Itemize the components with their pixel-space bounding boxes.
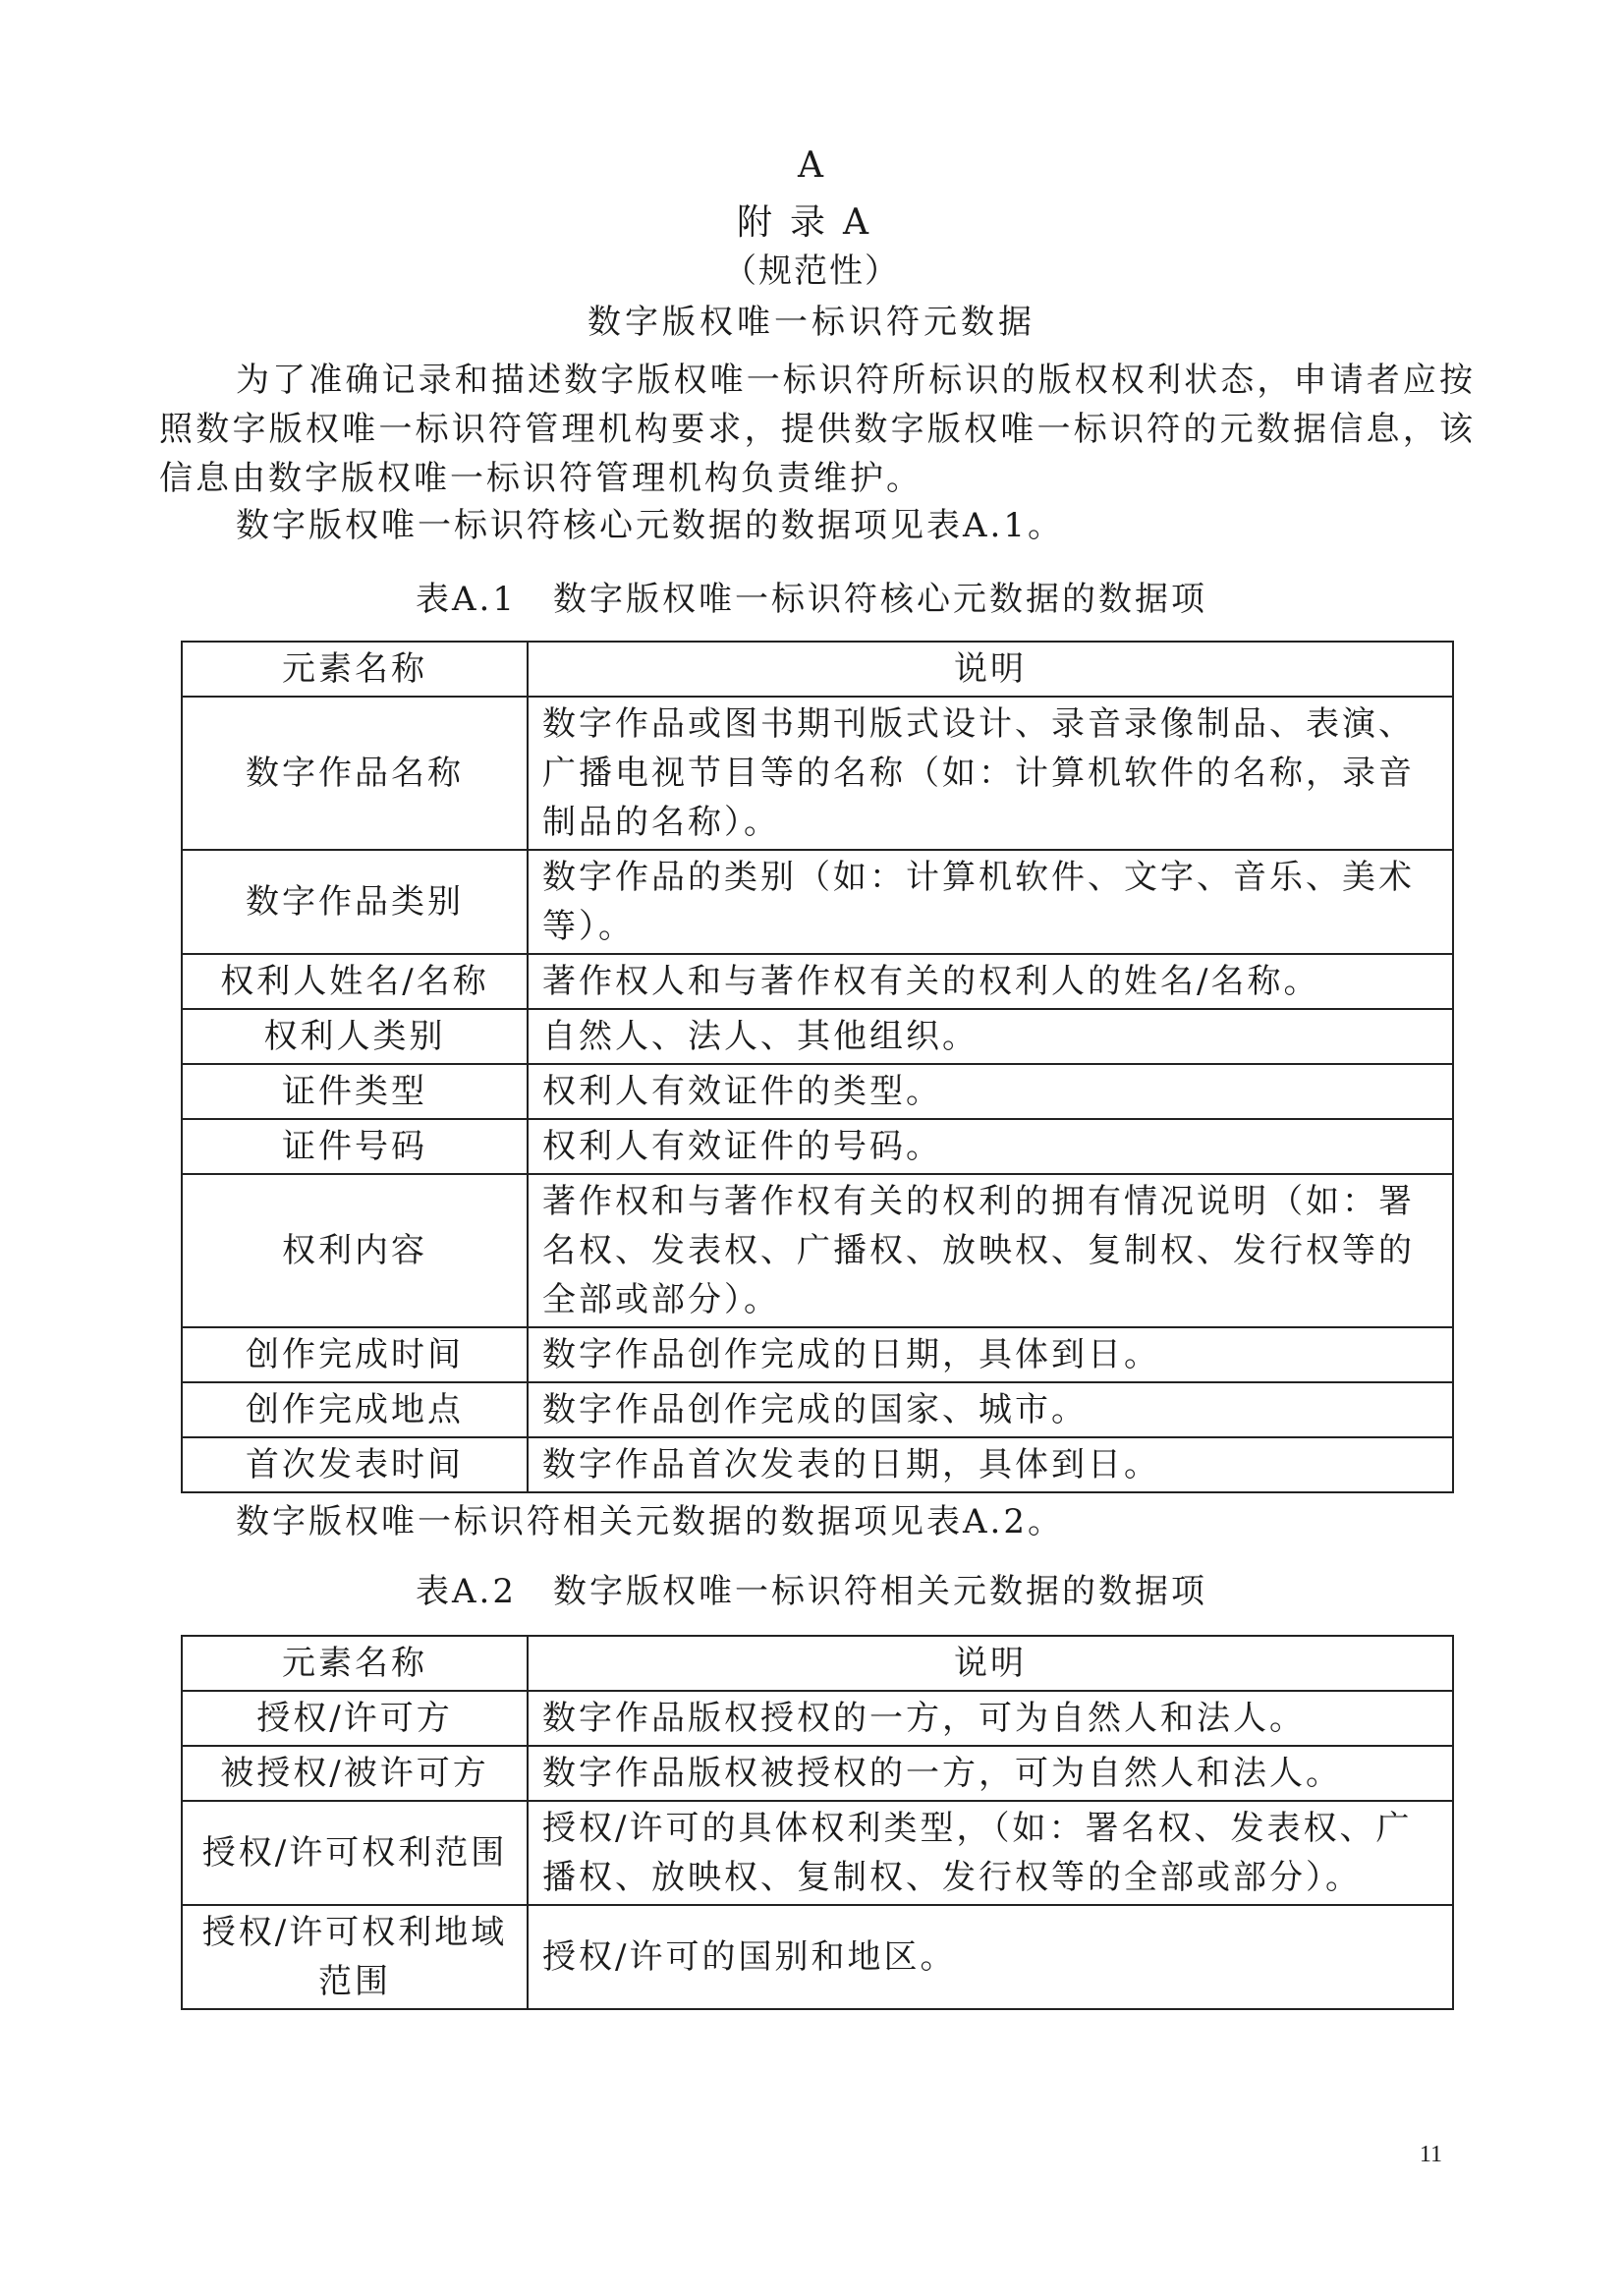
- description-cell: 著作权人和与著作权有关的权利人的姓名/名称。: [528, 954, 1453, 1009]
- table2-caption: 表A.2 数字版权唯一标识符相关元数据的数据项: [416, 1572, 1207, 1611]
- appendix-nature: （规范性）: [723, 252, 900, 291]
- core-reference-paragraph: 数字版权唯一标识符核心元数据的数据项见表A.1。: [236, 506, 1064, 545]
- table-header-row: [182, 642, 1453, 697]
- element-name-cell: 权利内容: [182, 1174, 528, 1327]
- element-name-cell: 证件类型: [182, 1064, 528, 1119]
- table-row: [182, 1174, 1453, 1327]
- table-row: [182, 1905, 1453, 2009]
- table-row: [182, 954, 1453, 1009]
- table-row: [182, 1064, 1453, 1119]
- column-header-element-name: 元素名称: [182, 1636, 528, 1691]
- description-cell: 著作权和与著作权有关的权利的拥有情况说明（如：署名权、发表权、广播权、放映权、复制权、发行权等的全部或部分）。: [528, 1174, 1453, 1327]
- related-reference-paragraph: 数字版权唯一标识符相关元数据的数据项见表A.2。: [236, 1502, 1064, 1541]
- element-name-cell: 创作完成地点: [182, 1382, 528, 1437]
- description-cell: 授权/许可的具体权利类型，（如：署名权、发表权、广播权、放映权、复制权、发行权等的全部或部分）。: [528, 1801, 1453, 1905]
- table-row: [182, 1009, 1453, 1064]
- description-cell: 权利人有效证件的类型。: [528, 1064, 1453, 1119]
- element-name-cell: 创作完成时间: [182, 1327, 528, 1382]
- table1-caption: 表A.1 数字版权唯一标识符核心元数据的数据项: [416, 580, 1207, 619]
- element-name-cell: 证件号码: [182, 1119, 528, 1174]
- table-row: [182, 850, 1453, 954]
- appendix-heading: 附录A: [737, 202, 886, 243]
- description-cell: 自然人、法人、其他组织。: [528, 1009, 1453, 1064]
- core-metadata-table: [181, 641, 1454, 1493]
- element-name-cell: 数字作品类别: [182, 850, 528, 954]
- appendix-title: 数字版权唯一标识符元数据: [588, 303, 1035, 342]
- description-cell: 权利人有效证件的号码。: [528, 1119, 1453, 1174]
- table-row: [182, 1746, 1453, 1801]
- description-cell: 数字作品创作完成的日期，具体到日。: [528, 1327, 1453, 1382]
- description-cell: 数字作品首次发表的日期，具体到日。: [528, 1437, 1453, 1492]
- description-cell: 数字作品版权授权的一方，可为自然人和法人。: [528, 1691, 1453, 1746]
- related-metadata-table: [181, 1635, 1454, 2010]
- page-number: 11: [1419, 2142, 1442, 2167]
- description-cell: 数字作品创作完成的国家、城市。: [528, 1382, 1453, 1437]
- intro-paragraph: 为了准确记录和描述数字版权唯一标识符所标识的版权权利状态，申请者应按照数字版权唯一标识符管理机构要求，提供数字版权唯一标识符的元数据信息，该信息由数字版权唯一标识符管理机构负责维护。: [159, 361, 1476, 498]
- description-cell: 数字作品版权被授权的一方，可为自然人和法人。: [528, 1746, 1453, 1801]
- element-name-cell: 被授权/被许可方: [182, 1746, 528, 1801]
- column-header-description: 说明: [528, 1636, 1453, 1691]
- description-cell: 数字作品或图书期刊版式设计、录音录像制品、表演、广播电视节目等的名称（如：计算机软件的名称，录音制品的名称）。: [528, 697, 1453, 850]
- table-row: [182, 1119, 1453, 1174]
- element-name-cell: 授权/许可权利地域范围: [182, 1905, 528, 2009]
- element-name-cell: 权利人类别: [182, 1009, 528, 1064]
- description-cell: 授权/许可的国别和地区。: [528, 1905, 1453, 2009]
- table-row: [182, 697, 1453, 850]
- appendix-marker: A: [798, 145, 825, 186]
- table-header-row: [182, 1636, 1453, 1691]
- table-row: [182, 1437, 1453, 1492]
- table-row: [182, 1382, 1453, 1437]
- element-name-cell: 数字作品名称: [182, 697, 528, 850]
- element-name-cell: 授权/许可权利范围: [182, 1801, 528, 1905]
- element-name-cell: 权利人姓名/名称: [182, 954, 528, 1009]
- description-cell: 数字作品的类别（如：计算机软件、文字、音乐、美术等）。: [528, 850, 1453, 954]
- column-header-element-name: 元素名称: [182, 642, 528, 697]
- table-row: [182, 1327, 1453, 1382]
- element-name-cell: 首次发表时间: [182, 1437, 528, 1492]
- table-row: [182, 1801, 1453, 1905]
- element-name-cell: 授权/许可方: [182, 1691, 528, 1746]
- table-row: [182, 1691, 1453, 1746]
- column-header-description: 说明: [528, 642, 1453, 697]
